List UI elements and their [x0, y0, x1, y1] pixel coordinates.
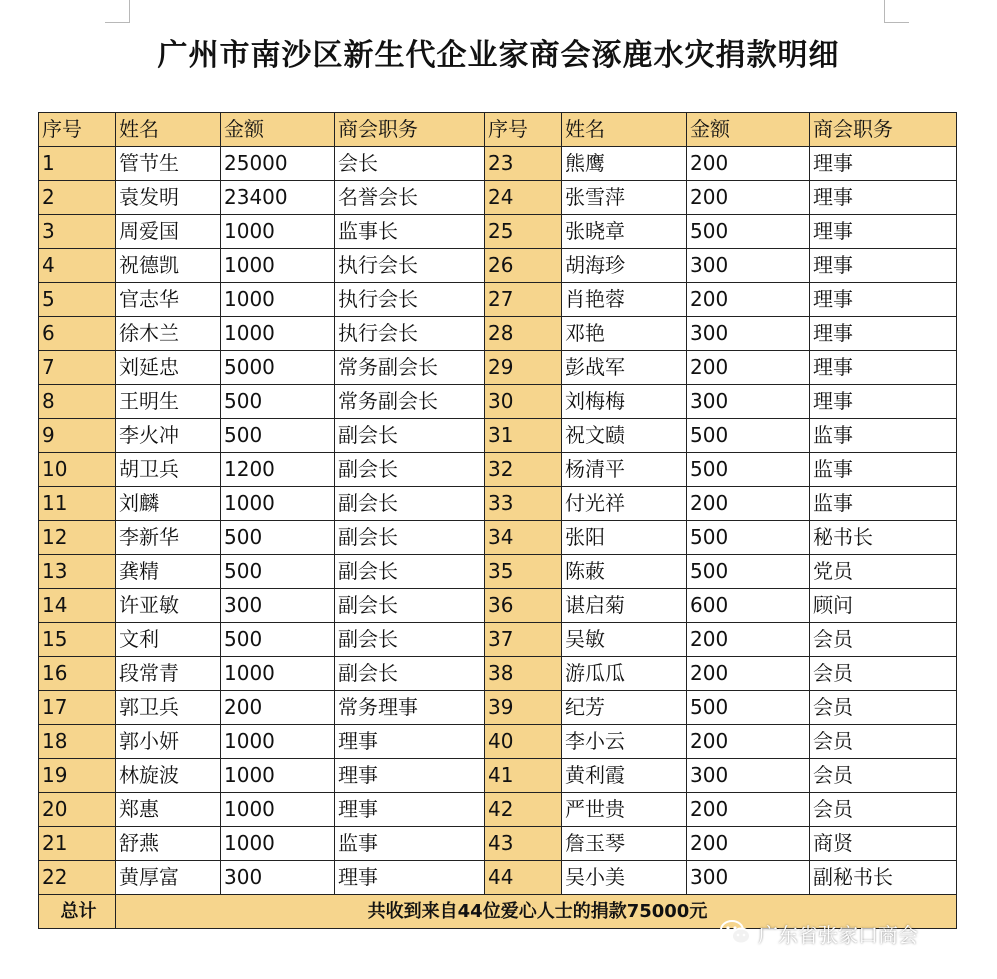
cell-name: 谌启菊 [562, 589, 687, 623]
cell-seq: 32 [485, 453, 562, 487]
cell-seq: 34 [485, 521, 562, 555]
cell-name: 黄利霞 [562, 759, 687, 793]
cell-name: 陈蓛 [562, 555, 687, 589]
cell-name: 游瓜瓜 [562, 657, 687, 691]
cell-name: 付光祥 [562, 487, 687, 521]
cell-seq: 42 [485, 793, 562, 827]
cell-seq: 9 [39, 419, 116, 453]
cell-seq: 30 [485, 385, 562, 419]
cell-name: 张晓章 [562, 215, 687, 249]
header-position: 商会职务 [335, 113, 485, 147]
wechat-icon [720, 919, 752, 947]
cell-position: 副会长 [335, 487, 485, 521]
cell-position: 副会长 [335, 521, 485, 555]
cell-amount: 1000 [221, 725, 335, 759]
cell-amount: 1200 [221, 453, 335, 487]
cell-name: 彭战军 [562, 351, 687, 385]
cell-amount: 200 [687, 283, 810, 317]
watermark [720, 918, 918, 948]
cell-name: 徐木兰 [116, 317, 221, 351]
table-row [39, 555, 957, 589]
cell-position: 理事 [335, 793, 485, 827]
cell-amount: 200 [687, 793, 810, 827]
cell-position: 理事 [810, 317, 957, 351]
table-row [39, 181, 957, 215]
cell-position: 秘书长 [810, 521, 957, 555]
cell-name: 熊鹰 [562, 147, 687, 181]
cell-name: 李火冲 [116, 419, 221, 453]
cell-position: 常务副会长 [335, 351, 485, 385]
cell-name: 林旋波 [116, 759, 221, 793]
cell-amount: 500 [221, 419, 335, 453]
table-row [39, 521, 957, 555]
cell-amount: 200 [687, 827, 810, 861]
cell-position: 党员 [810, 555, 957, 589]
cell-amount: 1000 [221, 283, 335, 317]
cell-name: 祝德凯 [116, 249, 221, 283]
table-row [39, 317, 957, 351]
cell-position: 监事长 [335, 215, 485, 249]
cell-seq: 7 [39, 351, 116, 385]
cell-position: 会长 [335, 147, 485, 181]
total-summary: 共收到来自44位爱心人士的捐款75000元 [116, 895, 957, 929]
cell-seq: 31 [485, 419, 562, 453]
cell-amount: 300 [687, 861, 810, 895]
donation-table [38, 112, 957, 929]
cell-seq: 25 [485, 215, 562, 249]
cell-amount: 200 [687, 725, 810, 759]
cell-position: 副会长 [335, 623, 485, 657]
cell-seq: 5 [39, 283, 116, 317]
cell-name: 纪芳 [562, 691, 687, 725]
cell-amount: 200 [687, 657, 810, 691]
cell-name: 郭卫兵 [116, 691, 221, 725]
cell-seq: 22 [39, 861, 116, 895]
cell-amount: 500 [221, 555, 335, 589]
cell-position: 理事 [810, 385, 957, 419]
cell-name: 王明生 [116, 385, 221, 419]
cell-seq: 24 [485, 181, 562, 215]
cell-amount: 500 [221, 623, 335, 657]
cell-amount: 1000 [221, 487, 335, 521]
cell-position: 副会长 [335, 657, 485, 691]
cell-name: 黄厚富 [116, 861, 221, 895]
table-row [39, 657, 957, 691]
cell-name: 许亚敏 [116, 589, 221, 623]
cell-amount: 200 [687, 487, 810, 521]
cell-seq: 37 [485, 623, 562, 657]
cell-amount: 200 [687, 181, 810, 215]
cell-seq: 33 [485, 487, 562, 521]
watermark-text: 广东省张家口商会 [758, 922, 918, 947]
cell-position: 理事 [810, 181, 957, 215]
cell-amount: 500 [687, 215, 810, 249]
cell-name: 刘麟 [116, 487, 221, 521]
cell-position: 监事 [810, 419, 957, 453]
cell-position: 理事 [810, 351, 957, 385]
cell-position: 会员 [810, 691, 957, 725]
cell-name: 官志华 [116, 283, 221, 317]
crop-mark-right [884, 0, 909, 23]
cell-name: 吴小美 [562, 861, 687, 895]
cell-seq: 8 [39, 385, 116, 419]
cell-name: 张阳 [562, 521, 687, 555]
table-row [39, 453, 957, 487]
cell-amount: 200 [687, 623, 810, 657]
cell-amount: 300 [687, 759, 810, 793]
cell-name: 邓艳 [562, 317, 687, 351]
table-row [39, 861, 957, 895]
cell-position: 理事 [335, 725, 485, 759]
cell-seq: 17 [39, 691, 116, 725]
cell-position: 商贤 [810, 827, 957, 861]
cell-position: 会员 [810, 725, 957, 759]
cell-amount: 1000 [221, 215, 335, 249]
table-row [39, 249, 957, 283]
cell-amount: 300 [221, 861, 335, 895]
table-row [39, 725, 957, 759]
cell-seq: 2 [39, 181, 116, 215]
table-row [39, 793, 957, 827]
cell-name: 胡海珍 [562, 249, 687, 283]
cell-position: 副会长 [335, 555, 485, 589]
cell-amount: 200 [221, 691, 335, 725]
cell-seq: 16 [39, 657, 116, 691]
header-name: 姓名 [562, 113, 687, 147]
table-row [39, 351, 957, 385]
cell-amount: 1000 [221, 759, 335, 793]
cell-name: 管节生 [116, 147, 221, 181]
cell-name: 李小云 [562, 725, 687, 759]
cell-seq: 21 [39, 827, 116, 861]
table-row [39, 589, 957, 623]
cell-seq: 43 [485, 827, 562, 861]
header-name: 姓名 [116, 113, 221, 147]
cell-name: 严世贵 [562, 793, 687, 827]
table-row [39, 215, 957, 249]
cell-position: 执行会长 [335, 317, 485, 351]
cell-position: 监事 [810, 453, 957, 487]
cell-name: 吴敏 [562, 623, 687, 657]
cell-name: 郑惠 [116, 793, 221, 827]
cell-amount: 500 [687, 691, 810, 725]
cell-seq: 10 [39, 453, 116, 487]
cell-seq: 27 [485, 283, 562, 317]
cell-seq: 36 [485, 589, 562, 623]
table-row [39, 487, 957, 521]
header-amount: 金额 [687, 113, 810, 147]
cell-seq: 28 [485, 317, 562, 351]
cell-seq: 3 [39, 215, 116, 249]
cell-seq: 4 [39, 249, 116, 283]
header-amount: 金额 [221, 113, 335, 147]
cell-name: 段常青 [116, 657, 221, 691]
table-row [39, 759, 957, 793]
cell-position: 名誉会长 [335, 181, 485, 215]
cell-name: 李新华 [116, 521, 221, 555]
cell-position: 副会长 [335, 419, 485, 453]
table-row [39, 419, 957, 453]
table-row [39, 385, 957, 419]
cell-name: 祝文赜 [562, 419, 687, 453]
cell-amount: 600 [687, 589, 810, 623]
cell-name: 胡卫兵 [116, 453, 221, 487]
cell-name: 郭小妍 [116, 725, 221, 759]
header-position: 商会职务 [810, 113, 957, 147]
cell-position: 理事 [810, 249, 957, 283]
cell-name: 刘延忠 [116, 351, 221, 385]
cell-position: 会员 [810, 657, 957, 691]
cell-seq: 1 [39, 147, 116, 181]
cell-seq: 23 [485, 147, 562, 181]
cell-amount: 300 [221, 589, 335, 623]
cell-position: 监事 [810, 487, 957, 521]
cell-position: 副会长 [335, 453, 485, 487]
cell-seq: 15 [39, 623, 116, 657]
cell-amount: 5000 [221, 351, 335, 385]
cell-seq: 39 [485, 691, 562, 725]
cell-amount: 500 [687, 419, 810, 453]
cell-amount: 500 [687, 521, 810, 555]
cell-amount: 300 [687, 249, 810, 283]
cell-amount: 1000 [221, 249, 335, 283]
cell-amount: 25000 [221, 147, 335, 181]
page-title: 广州市南沙区新生代企业家商会涿鹿水灾捐款明细 [157, 38, 840, 73]
cell-position: 理事 [335, 759, 485, 793]
cell-position: 理事 [335, 861, 485, 895]
cell-seq: 26 [485, 249, 562, 283]
cell-position: 常务理事 [335, 691, 485, 725]
cell-position: 执行会长 [335, 249, 485, 283]
cell-position: 监事 [335, 827, 485, 861]
cell-seq: 40 [485, 725, 562, 759]
cell-amount: 1000 [221, 827, 335, 861]
cell-amount: 23400 [221, 181, 335, 215]
cell-amount: 200 [687, 147, 810, 181]
cell-seq: 35 [485, 555, 562, 589]
crop-mark-left [105, 0, 130, 23]
cell-amount: 1000 [221, 317, 335, 351]
cell-name: 周爱国 [116, 215, 221, 249]
cell-seq: 14 [39, 589, 116, 623]
table-row [39, 827, 957, 861]
cell-name: 杨清平 [562, 453, 687, 487]
total-label: 总计 [39, 895, 116, 929]
table-row [39, 623, 957, 657]
cell-position: 理事 [810, 147, 957, 181]
table-header-row [39, 113, 957, 147]
cell-seq: 18 [39, 725, 116, 759]
cell-name: 肖艳蓉 [562, 283, 687, 317]
cell-name: 刘梅梅 [562, 385, 687, 419]
cell-position: 常务副会长 [335, 385, 485, 419]
cell-position: 副会长 [335, 589, 485, 623]
cell-position: 执行会长 [335, 283, 485, 317]
cell-name: 舒燕 [116, 827, 221, 861]
cell-seq: 19 [39, 759, 116, 793]
table-row [39, 283, 957, 317]
cell-position: 会员 [810, 623, 957, 657]
cell-seq: 12 [39, 521, 116, 555]
cell-amount: 500 [221, 521, 335, 555]
cell-position: 理事 [810, 283, 957, 317]
cell-seq: 44 [485, 861, 562, 895]
cell-position: 理事 [810, 215, 957, 249]
cell-amount: 200 [687, 351, 810, 385]
cell-position: 顾问 [810, 589, 957, 623]
cell-position: 会员 [810, 793, 957, 827]
header-seq: 序号 [485, 113, 562, 147]
table-row [39, 147, 957, 181]
header-seq: 序号 [39, 113, 116, 147]
cell-seq: 38 [485, 657, 562, 691]
cell-name: 文利 [116, 623, 221, 657]
cell-amount: 300 [687, 385, 810, 419]
cell-name: 龚精 [116, 555, 221, 589]
cell-name: 张雪萍 [562, 181, 687, 215]
cell-amount: 500 [687, 555, 810, 589]
cell-seq: 11 [39, 487, 116, 521]
cell-amount: 1000 [221, 657, 335, 691]
cell-amount: 300 [687, 317, 810, 351]
cell-name: 袁发明 [116, 181, 221, 215]
cell-position: 会员 [810, 759, 957, 793]
cell-amount: 500 [221, 385, 335, 419]
cell-amount: 1000 [221, 793, 335, 827]
cell-seq: 41 [485, 759, 562, 793]
cell-seq: 20 [39, 793, 116, 827]
cell-seq: 6 [39, 317, 116, 351]
cell-name: 詹玉琴 [562, 827, 687, 861]
table-row [39, 691, 957, 725]
cell-position: 副秘书长 [810, 861, 957, 895]
cell-amount: 500 [687, 453, 810, 487]
cell-seq: 13 [39, 555, 116, 589]
cell-seq: 29 [485, 351, 562, 385]
